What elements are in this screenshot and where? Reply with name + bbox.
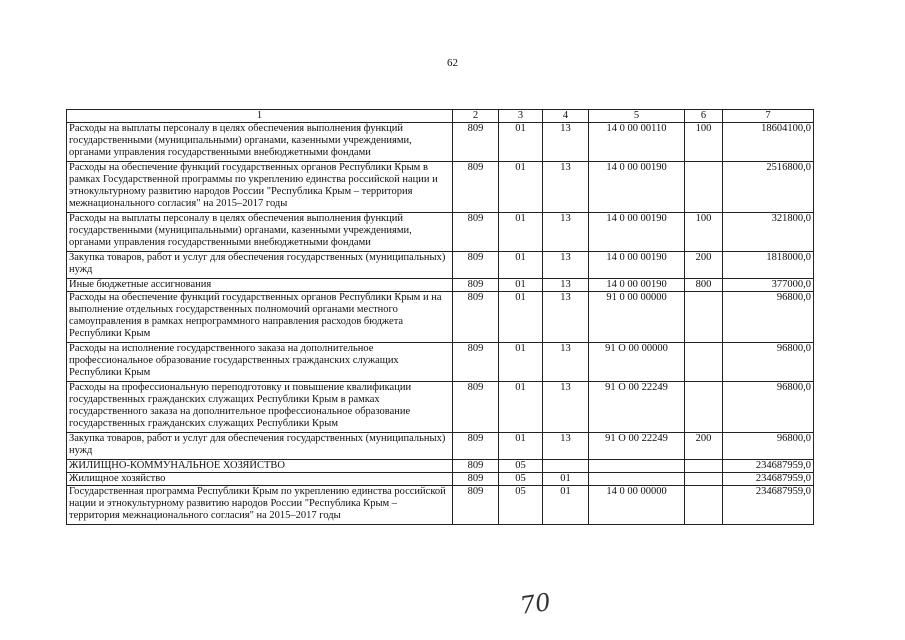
row-target-code: 14 0 00 00190 — [589, 279, 685, 292]
row-name: Расходы на выплаты персоналу в целях обеспечения выполнения функций государственными (муниципальными) органами, казенными учреждениями, органами управления государственными внебюджетными фондами — [67, 123, 453, 162]
row-sum: 18604100,0 — [723, 123, 814, 162]
row-section-code: 01 — [499, 343, 543, 382]
row-sum: 234687959,0 — [723, 460, 814, 473]
table-row — [67, 252, 814, 279]
table-row — [67, 433, 814, 460]
row-expense-type — [685, 382, 723, 433]
row-section-code: 01 — [499, 433, 543, 460]
table-row — [67, 473, 814, 486]
row-expense-type: 200 — [685, 252, 723, 279]
row-section-code: 05 — [499, 486, 543, 525]
row-sum: 96800,0 — [723, 343, 814, 382]
row-section-code: 01 — [499, 292, 543, 343]
row-target-code — [589, 473, 685, 486]
row-target-code: 14 0 00 00190 — [589, 252, 685, 279]
row-section-code: 01 — [499, 252, 543, 279]
table-row — [67, 213, 814, 252]
row-ministry-code: 809 — [453, 486, 499, 525]
row-expense-type: 800 — [685, 279, 723, 292]
row-expense-type — [685, 486, 723, 525]
row-sum: 96800,0 — [723, 382, 814, 433]
row-expense-type: 100 — [685, 123, 723, 162]
row-ministry-code: 809 — [453, 279, 499, 292]
row-name: Расходы на обеспечение функций государственных органов Республики Крым и на выполнение отдельных государственных полномочий органами местного самоуправления в рамках непрограммного направления расходов бюджета Республики Крым — [67, 292, 453, 343]
row-name: Жилищное хозяйство — [67, 473, 453, 486]
row-subsection-code: 13 — [543, 382, 589, 433]
row-sum: 321800,0 — [723, 213, 814, 252]
table-row — [67, 162, 814, 213]
col-header-7: 7 — [723, 110, 814, 123]
handwritten-signature: 70 — [518, 588, 553, 620]
row-section-code: 01 — [499, 162, 543, 213]
row-section-code: 01 — [499, 123, 543, 162]
row-sum: 2516800,0 — [723, 162, 814, 213]
page-number: 62 — [447, 57, 458, 69]
row-target-code: 14 0 00 00000 — [589, 486, 685, 525]
col-header-6: 6 — [685, 110, 723, 123]
row-subsection-code: 13 — [543, 279, 589, 292]
row-name: Расходы на профессиональную переподготовку и повышение квалификации государственных гражданских служащих Республики Крым в рамках государственного заказа на дополнительное профессиональное образование государственных гражданских служащих Республики Крым — [67, 382, 453, 433]
row-target-code: 91 О 00 22249 — [589, 382, 685, 433]
row-target-code: 14 0 00 00190 — [589, 162, 685, 213]
table-row — [67, 460, 814, 473]
row-subsection-code: 01 — [543, 486, 589, 525]
row-sum: 234687959,0 — [723, 473, 814, 486]
row-expense-type — [685, 162, 723, 213]
row-name: Закупка товаров, работ и услуг для обеспечения государственных (муниципальных) нужд — [67, 433, 453, 460]
row-ministry-code: 809 — [453, 162, 499, 213]
row-name: Закупка товаров, работ и услуг для обеспечения государственных (муниципальных) нужд — [67, 252, 453, 279]
row-target-code: 14 0 00 00190 — [589, 213, 685, 252]
row-ministry-code: 809 — [453, 252, 499, 279]
row-sum: 234687959,0 — [723, 486, 814, 525]
table-row — [67, 382, 814, 433]
table-header-row — [67, 110, 814, 123]
row-name: ЖИЛИЩНО-КОММУНАЛЬНОЕ ХОЗЯЙСТВО — [67, 460, 453, 473]
row-expense-type: 200 — [685, 433, 723, 460]
table-row — [67, 486, 814, 525]
row-subsection-code: 13 — [543, 292, 589, 343]
row-subsection-code: 13 — [543, 252, 589, 279]
row-subsection-code — [543, 460, 589, 473]
row-name: Расходы на выплаты персоналу в целях обеспечения выполнения функций государственными (муниципальными) органами, казенными учреждениями, органами управления государственными внебюджетными фондами — [67, 213, 453, 252]
row-expense-type — [685, 460, 723, 473]
row-name: Расходы на обеспечение функций государственных органов Республики Крым в рамках Государственной программы по укреплению единства российской нации и этнокультурному развитию народов России "Республика Крым – территория межнационального согласия" на 2015–2017 годы — [67, 162, 453, 213]
row-subsection-code: 13 — [543, 433, 589, 460]
row-sum: 377000,0 — [723, 279, 814, 292]
row-subsection-code: 13 — [543, 123, 589, 162]
budget-table — [66, 109, 814, 525]
row-expense-type — [685, 292, 723, 343]
col-header-1: 1 — [67, 110, 453, 123]
row-ministry-code: 809 — [453, 292, 499, 343]
row-sum: 1818000,0 — [723, 252, 814, 279]
row-ministry-code: 809 — [453, 123, 499, 162]
row-expense-type — [685, 343, 723, 382]
row-name: Расходы на исполнение государственного заказа на дополнительное профессиональное образование государственных гражданских служащих Республики Крым — [67, 343, 453, 382]
col-header-4: 4 — [543, 110, 589, 123]
row-sum: 96800,0 — [723, 433, 814, 460]
row-ministry-code: 809 — [453, 213, 499, 252]
row-target-code: 91 0 00 00000 — [589, 292, 685, 343]
row-name: Государственная программа Республики Крым по укреплению единства российской нации и этнокультурному развитию народов России "Республика Крым – территория межнационального согласия" на 2015–2017 годы — [67, 486, 453, 525]
row-section-code: 01 — [499, 213, 543, 252]
row-target-code: 91 О 00 00000 — [589, 343, 685, 382]
row-section-code: 01 — [499, 382, 543, 433]
row-target-code: 14 0 00 00110 — [589, 123, 685, 162]
row-target-code — [589, 460, 685, 473]
row-subsection-code: 01 — [543, 473, 589, 486]
row-section-code: 01 — [499, 279, 543, 292]
row-subsection-code: 13 — [543, 213, 589, 252]
row-ministry-code: 809 — [453, 460, 499, 473]
row-subsection-code: 13 — [543, 343, 589, 382]
table-row — [67, 292, 814, 343]
row-section-code: 05 — [499, 460, 543, 473]
row-sum: 96800,0 — [723, 292, 814, 343]
row-expense-type — [685, 473, 723, 486]
table-row — [67, 343, 814, 382]
row-section-code: 05 — [499, 473, 543, 486]
col-header-5: 5 — [589, 110, 685, 123]
row-subsection-code: 13 — [543, 162, 589, 213]
table-row — [67, 123, 814, 162]
row-target-code: 91 О 00 22249 — [589, 433, 685, 460]
row-ministry-code: 809 — [453, 382, 499, 433]
row-ministry-code: 809 — [453, 433, 499, 460]
row-ministry-code: 809 — [453, 343, 499, 382]
table-row — [67, 279, 814, 292]
row-expense-type: 100 — [685, 213, 723, 252]
col-header-2: 2 — [453, 110, 499, 123]
col-header-3: 3 — [499, 110, 543, 123]
row-name: Иные бюджетные ассигнования — [67, 279, 453, 292]
row-ministry-code: 809 — [453, 473, 499, 486]
